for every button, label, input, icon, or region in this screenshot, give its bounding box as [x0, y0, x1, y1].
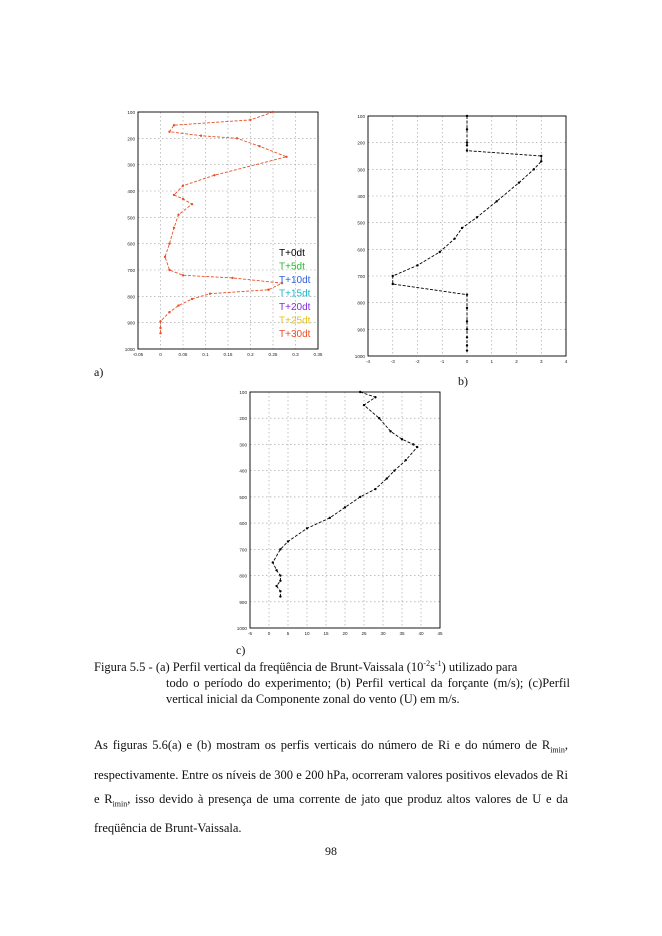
- x-tick-label: 1: [490, 359, 494, 364]
- x-tick-label: 4: [564, 359, 568, 364]
- data-point: [439, 251, 441, 253]
- data-point: [279, 574, 281, 576]
- x-tick-label: -5: [247, 631, 253, 636]
- data-point: [374, 396, 376, 398]
- data-point: [412, 443, 414, 445]
- y-tick-label: 200: [127, 136, 135, 142]
- y-tick-label: 1000: [124, 347, 135, 352]
- caption-body: todo o período do experimento; (b) Perfil vertical da forçante (m/s); (c)Perfil vertical inicial da Componente zonal do vento (U) em m/s.: [166, 676, 570, 707]
- data-point: [279, 580, 281, 582]
- legend-entry: T+25dt: [279, 315, 311, 327]
- caption-line1-mid: s: [430, 660, 435, 675]
- panel-label-b: b): [458, 374, 468, 388]
- x-tick-label: 20: [342, 631, 348, 636]
- y-tick-label: 300: [357, 167, 365, 173]
- x-tick-label: -1: [440, 359, 445, 364]
- para-p2: , respectivamente. Entre os níveis de 300 e 200 hPa, ocorreram valores positivos elevados de Ri e R: [94, 738, 568, 806]
- y-tick-label: 100: [239, 390, 247, 395]
- data-point: [159, 332, 161, 334]
- x-tick-label: -2: [415, 359, 420, 364]
- data-point: [279, 548, 281, 550]
- y-tick-label: 200: [357, 140, 365, 146]
- data-point: [466, 320, 468, 322]
- y-tick-label: 600: [357, 247, 365, 253]
- data-point: [466, 336, 468, 338]
- caption-head: Figura 5.5 -: [94, 660, 153, 675]
- data-point: [177, 214, 179, 216]
- data-point: [344, 506, 346, 508]
- data-point: [533, 168, 535, 170]
- data-point: [275, 585, 277, 587]
- data-point: [275, 569, 277, 571]
- data-point: [466, 344, 468, 346]
- data-point: [378, 417, 380, 419]
- data-point: [213, 174, 215, 176]
- y-tick-label: 1000: [354, 354, 365, 359]
- data-point: [392, 283, 394, 285]
- para-sub1: imin: [550, 745, 565, 755]
- data-point: [200, 135, 202, 137]
- data-point: [249, 119, 251, 121]
- y-tick-label: 200: [239, 416, 247, 422]
- x-tick-label: 0.3: [292, 352, 299, 357]
- x-tick-label: 30: [380, 631, 386, 636]
- data-point: [182, 185, 184, 187]
- data-point: [518, 181, 520, 183]
- x-tick-label: 0.35: [313, 352, 323, 357]
- data-point: [374, 488, 376, 490]
- data-point: [258, 145, 260, 147]
- y-tick-label: 1000: [236, 626, 247, 631]
- y-tick-label: 400: [239, 468, 247, 474]
- para-sub2: imin: [112, 799, 128, 808]
- y-tick-label: 900: [127, 320, 135, 326]
- x-tick-label: 0: [267, 631, 271, 636]
- para-p1: As figuras 5.6(a) e (b) mostram os perfis verticais do número de Ri e do número de R: [94, 738, 551, 752]
- legend-entry: T+0dt: [279, 248, 305, 259]
- data-point: [173, 194, 175, 196]
- caption-line1-pre: (a) Perfil vertical da freqüência de Brunt-Vaissala (10: [152, 660, 424, 675]
- x-tick-label: -3: [390, 359, 395, 364]
- data-point: [466, 293, 468, 295]
- legend-entry: T+20dt: [279, 302, 311, 313]
- legend-entry: T+15dt: [279, 288, 311, 300]
- y-tick-label: 600: [127, 241, 135, 247]
- caption-sup2: -1: [434, 659, 442, 668]
- data-point: [359, 391, 361, 393]
- y-tick-label: 300: [127, 162, 135, 168]
- data-point: [416, 264, 418, 266]
- x-tick-label: 25: [361, 631, 367, 636]
- data-point: [164, 256, 166, 258]
- data-point: [159, 320, 161, 322]
- panel-label-a: a): [94, 365, 104, 379]
- data-point: [279, 590, 281, 592]
- data-point: [159, 327, 161, 329]
- x-tick-label: 0.1: [202, 352, 209, 357]
- y-tick-label: 500: [127, 215, 135, 221]
- data-point: [401, 438, 403, 440]
- legend-entry: T+10dt: [279, 275, 311, 286]
- data-point: [168, 131, 170, 133]
- data-point: [236, 137, 238, 139]
- series-line: [161, 112, 287, 333]
- data-point: [466, 144, 468, 146]
- data-point: [540, 160, 542, 162]
- y-tick-label: 700: [357, 274, 365, 279]
- data-point: [466, 115, 468, 117]
- y-tick-label: 500: [357, 220, 365, 226]
- data-point: [393, 469, 395, 471]
- data-point: [191, 203, 193, 205]
- data-point: [168, 269, 170, 271]
- data-point: [173, 227, 175, 229]
- body-paragraph: [94, 733, 568, 840]
- data-point: [453, 237, 455, 239]
- chart-b-forcing: [346, 110, 576, 372]
- data-point: [359, 496, 361, 498]
- y-tick-label: 900: [357, 327, 365, 333]
- data-point: [386, 477, 388, 479]
- x-tick-label: 10: [304, 631, 310, 636]
- data-point: [209, 293, 211, 295]
- data-point: [287, 540, 289, 542]
- data-point: [306, 527, 308, 529]
- panel-label-c: c): [236, 643, 246, 657]
- data-point: [466, 328, 468, 330]
- y-tick-label: 100: [357, 114, 365, 119]
- data-point: [231, 277, 233, 279]
- data-point: [466, 149, 468, 151]
- x-tick-label: 15: [323, 631, 329, 636]
- data-point: [466, 349, 468, 351]
- data-point: [168, 311, 170, 313]
- data-point: [191, 298, 193, 300]
- data-point: [363, 404, 365, 406]
- y-tick-label: 100: [127, 110, 135, 115]
- x-tick-label: 2: [515, 359, 518, 364]
- data-point: [416, 446, 418, 448]
- x-tick-label: 35: [399, 631, 405, 636]
- data-point: [267, 289, 269, 291]
- data-point: [272, 561, 274, 563]
- x-tick-label: 0.05: [178, 352, 188, 357]
- y-tick-label: 500: [239, 494, 247, 500]
- data-point: [329, 517, 331, 519]
- x-tick-label: 3: [539, 359, 543, 364]
- data-point: [466, 141, 468, 143]
- y-tick-label: 400: [127, 189, 135, 194]
- data-point: [173, 124, 175, 126]
- x-tick-label: 0: [159, 352, 162, 357]
- x-tick-label: -0.05: [132, 352, 144, 357]
- chart-a-brunt-vaissala: [116, 108, 328, 358]
- y-tick-label: 700: [127, 268, 135, 273]
- y-tick-label: 600: [239, 521, 247, 527]
- data-point: [279, 595, 281, 597]
- data-point: [389, 430, 391, 432]
- data-point: [168, 242, 170, 244]
- data-point: [272, 111, 274, 113]
- x-tick-label: 40: [418, 631, 424, 636]
- y-tick-label: 400: [357, 194, 365, 199]
- data-point: [496, 200, 498, 202]
- x-tick-label: 0.15: [223, 352, 233, 357]
- data-point: [466, 128, 468, 130]
- data-point: [177, 304, 179, 306]
- figure-caption: [94, 656, 570, 707]
- y-tick-label: 800: [239, 573, 247, 579]
- y-tick-label: 300: [239, 442, 247, 448]
- series-line: [273, 392, 417, 597]
- y-tick-label: 800: [357, 300, 365, 306]
- data-point: [476, 216, 478, 218]
- data-point: [461, 227, 463, 229]
- data-point: [285, 156, 287, 158]
- data-point: [540, 155, 542, 157]
- chart-c-zonal-wind: [232, 388, 452, 640]
- legend-entry: T+5dt: [279, 261, 305, 273]
- para-p3: , isso devido à presença de uma corrente de jato que produz altos valores de U e da freqüência de Brunt-Vaissala.: [94, 791, 568, 835]
- data-point: [405, 459, 407, 461]
- data-point: [392, 275, 394, 277]
- x-tick-label: 0.25: [268, 352, 278, 357]
- data-point: [466, 307, 468, 309]
- x-tick-label: 5: [286, 631, 290, 636]
- x-tick-label: -4: [365, 359, 371, 364]
- x-tick-label: 45: [437, 631, 443, 636]
- caption-line1-post: ) utilizado para: [441, 660, 518, 675]
- y-tick-label: 800: [127, 294, 135, 300]
- data-point: [182, 274, 184, 276]
- y-tick-label: 900: [239, 599, 247, 605]
- data-point: [182, 198, 184, 200]
- page-number: 98: [325, 844, 337, 858]
- y-tick-label: 700: [239, 547, 247, 553]
- caption-sup1: -2: [423, 659, 431, 668]
- x-tick-label: 0: [465, 359, 469, 364]
- x-tick-label: 0.2: [247, 352, 254, 357]
- legend-entry: T+30dt: [279, 329, 311, 340]
